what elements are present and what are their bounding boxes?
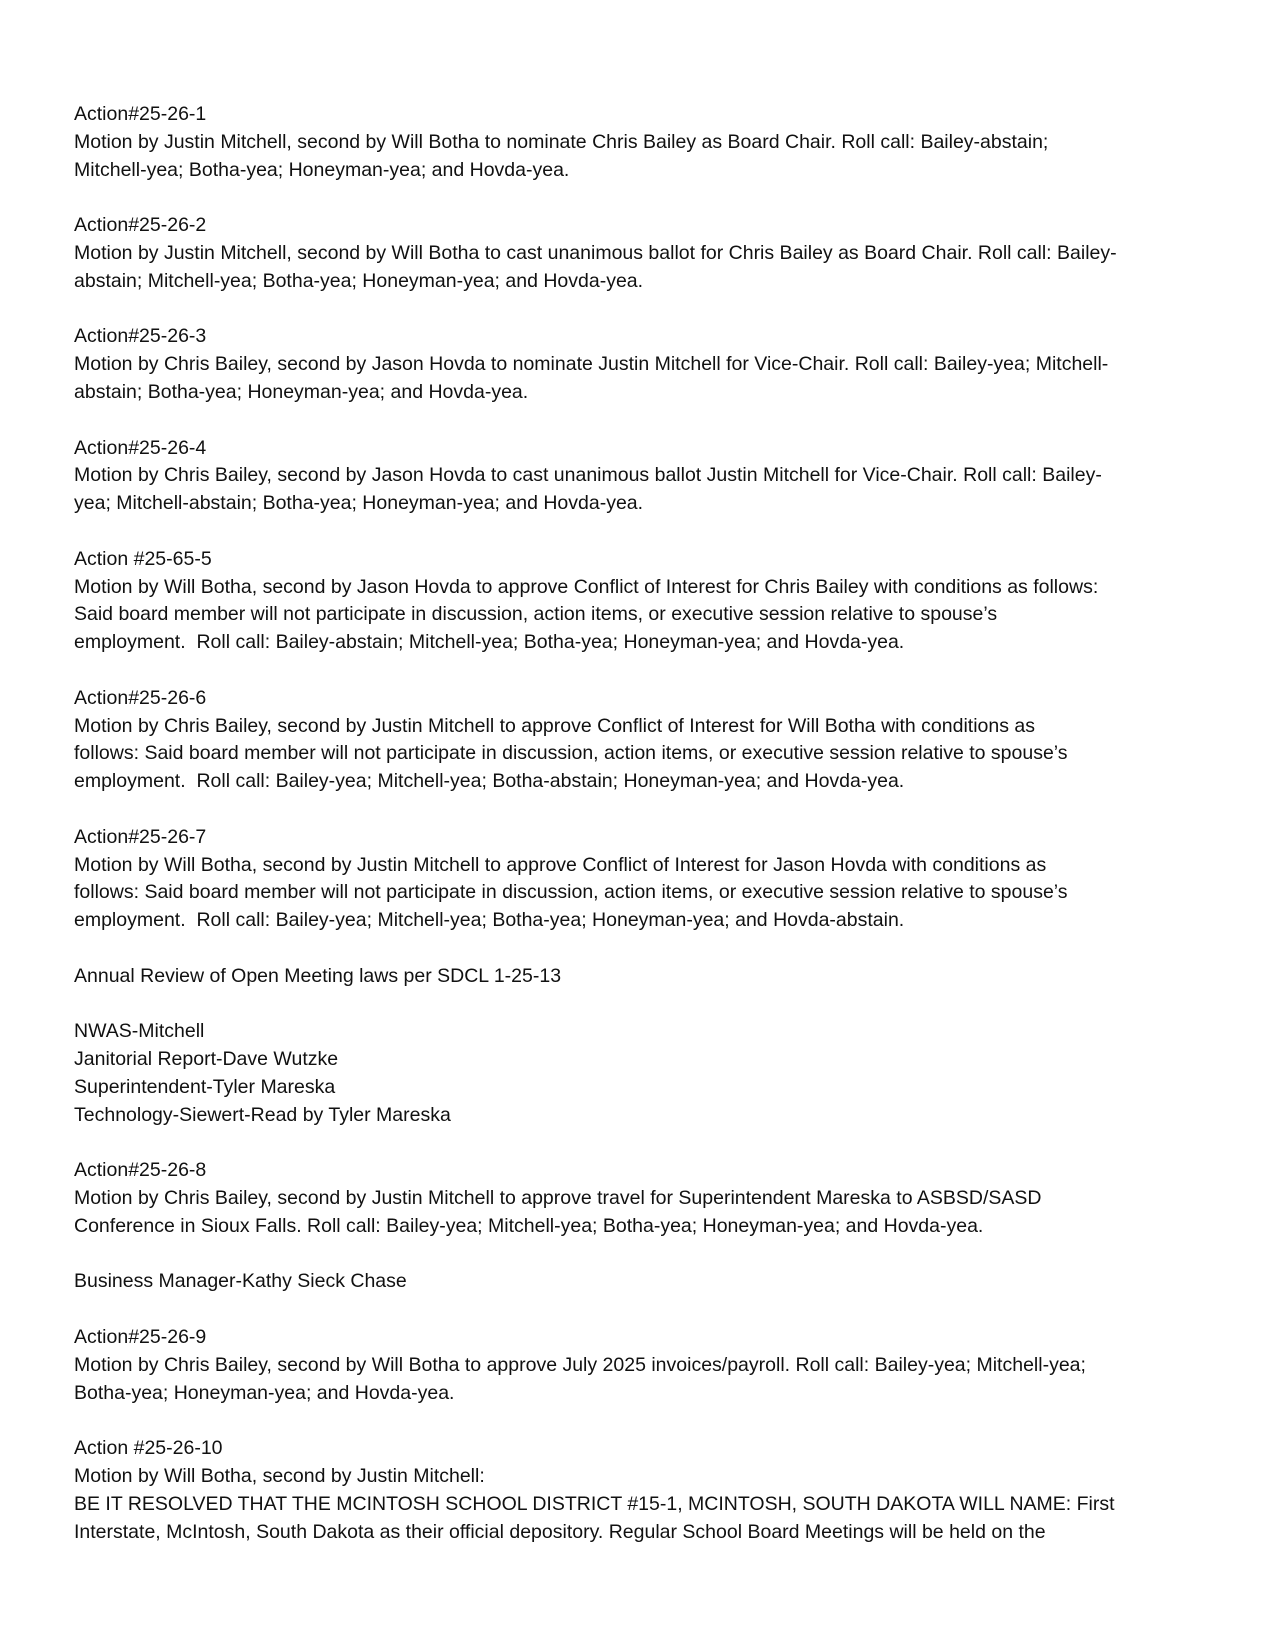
motion-text: abstain; Botha-yea; Honeyman-yea; and Hovda-yea. [74, 380, 529, 403]
motion-text: employment. Roll call: Bailey-yea; Mitchell-yea; Botha-abstain; Honeyman-yea; and Hovda-yea. [74, 770, 905, 793]
motion-text: follows: Said board member will not participate in discussion, action items, or executive session relative to spouse’s [74, 881, 1068, 904]
motion-text: yea; Mitchell-abstain; Botha-yea; Honeyman-yea; and Hovda-yea. [74, 492, 644, 515]
action-block-10 [74, 1435, 1204, 1546]
motion-text: Motion by Will Botha, second by Jason Hovda to approve Conflict of Interest for Chris Bailey with conditions as follows: [74, 575, 1099, 598]
open-meeting-review [74, 963, 1204, 991]
motion-text: Motion by Chris Bailey, second by Will Botha to approve July 2025 invoices/payroll. Roll call: Bailey-yea; Mitchell-yea; [74, 1353, 1086, 1376]
resolution-text: BE IT RESOLVED THAT THE MCINTOSH SCHOOL DISTRICT #15-1, MCINTOSH, SOUTH DAKOTA WILL NAME: First [74, 1492, 1115, 1515]
motion-text: employment. Roll call: Bailey-abstain; Mitchell-yea; Botha-yea; Honeyman-yea; and Hovda-yea. [74, 631, 905, 654]
action-block-4 [74, 435, 1204, 518]
motion-text: Motion by Justin Mitchell, second by Will Botha to nominate Chris Bailey as Board Chair. Roll call: Bailey-abstain; [74, 130, 1049, 153]
report-item: Superintendent-Tyler Mareska [74, 1075, 336, 1098]
motion-text: Motion by Chris Bailey, second by Justin Mitchell to approve Conflict of Interest for Will Botha with conditions as [74, 714, 1035, 737]
motion-text: Motion by Justin Mitchell, second by Will Botha to cast unanimous ballot for Chris Bailey as Board Chair. Roll call: Bailey- [74, 241, 1117, 264]
action-heading: Action #25-26-10 [74, 1437, 223, 1460]
motion-text: Motion by Will Botha, second by Justin Mitchell to approve Conflict of Interest for Jason Hovda with conditions as [74, 853, 1047, 876]
motion-text: abstain; Mitchell-yea; Botha-yea; Honeyman-yea; and Hovda-yea. [74, 269, 644, 292]
motion-text: Motion by Chris Bailey, second by Justin Mitchell to approve travel for Superintendent Mareska to ASBSD/SASD [74, 1187, 1042, 1210]
motion-text: follows: Said board member will not participate in discussion, action items, or executive session relative to spouse’s [74, 742, 1068, 765]
report-item: NWAS-Mitchell [74, 1020, 205, 1043]
action-block-2 [74, 212, 1204, 295]
action-block-5 [74, 546, 1204, 657]
action-block-9 [74, 1324, 1204, 1407]
report-item: Janitorial Report-Dave Wutzke [74, 1048, 339, 1071]
section-text: Business Manager-Kathy Sieck Chase [74, 1270, 407, 1293]
action-block-8 [74, 1157, 1204, 1240]
action-heading: Action#25-26-7 [74, 825, 207, 848]
action-heading: Action #25-65-5 [74, 547, 212, 570]
action-block-7 [74, 824, 1204, 935]
action-block-6 [74, 685, 1204, 796]
motion-text: Conference in Sioux Falls. Roll call: Bailey-yea; Mitchell-yea; Botha-yea; Honeyman-yea; and Hovda-yea. [74, 1214, 984, 1237]
business-manager-section [74, 1268, 1204, 1296]
document-page [74, 101, 1204, 1574]
motion-text: Motion by Chris Bailey, second by Jason Hovda to nominate Justin Mitchell for Vice-Chair. Roll call: Bailey-yea; Mitchell- [74, 353, 1109, 376]
action-heading: Action#25-26-3 [74, 325, 207, 348]
motion-text: Motion by Chris Bailey, second by Jason Hovda to cast unanimous ballot Justin Mitchell for Vice-Chair. Roll call: Bailey- [74, 464, 1102, 487]
action-block-1 [74, 101, 1204, 184]
action-heading: Action#25-26-8 [74, 1159, 207, 1182]
action-heading: Action#25-26-1 [74, 103, 207, 125]
motion-text: Botha-yea; Honeyman-yea; and Hovda-yea. [74, 1381, 455, 1404]
report-item: Technology-Siewert-Read by Tyler Mareska [74, 1103, 451, 1126]
action-heading: Action#25-26-4 [74, 436, 207, 459]
section-text: Annual Review of Open Meeting laws per SDCL 1-25-13 [74, 964, 562, 987]
action-heading: Action#25-26-2 [74, 214, 207, 237]
action-heading: Action#25-26-6 [74, 686, 207, 709]
motion-text: Said board member will not participate in discussion, action items, or executive session relative to spouse’s [74, 603, 998, 626]
motion-text: Motion by Will Botha, second by Justin Mitchell: [74, 1465, 485, 1488]
motion-text: Mitchell-yea; Botha-yea; Honeyman-yea; and Hovda-yea. [74, 158, 570, 181]
resolution-text: Interstate, McIntosh, South Dakota as their official depository. Regular School Board Meetings will be held on the [74, 1520, 1046, 1543]
reports-section [74, 1018, 1204, 1129]
motion-text: employment. Roll call: Bailey-yea; Mitchell-yea; Botha-yea; Honeyman-yea; and Hovda-abstain. [74, 909, 905, 932]
action-heading: Action#25-26-9 [74, 1326, 207, 1349]
action-block-3 [74, 323, 1204, 406]
